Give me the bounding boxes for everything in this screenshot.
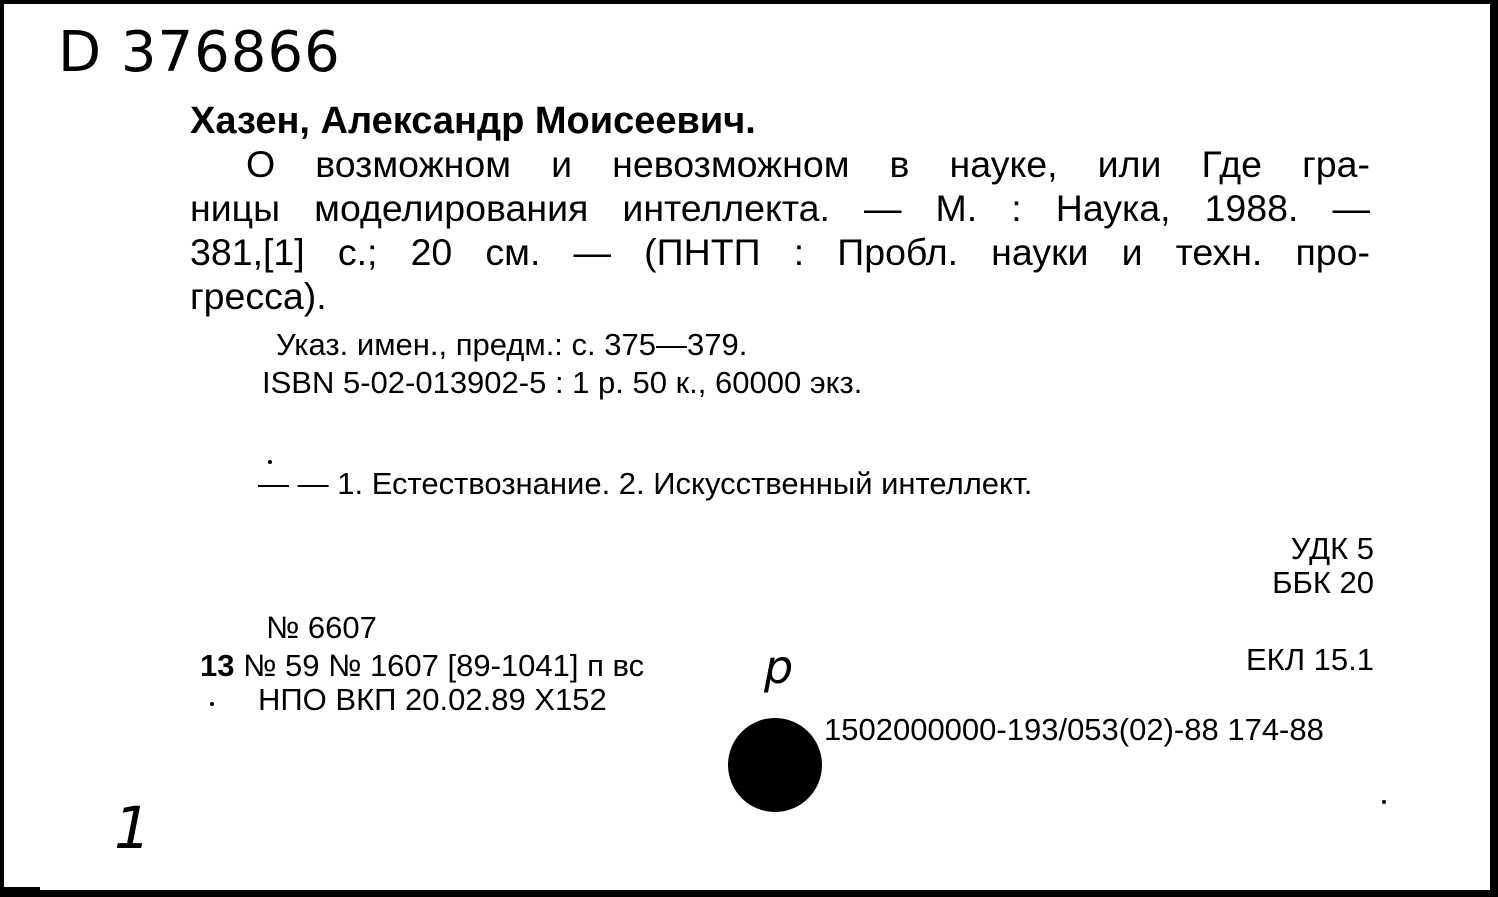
handwritten-number: 1	[114, 794, 151, 862]
order-number: № 6607	[266, 610, 377, 645]
card-marking: 1502000000-193/053(02)-88 174-88	[824, 712, 1324, 747]
classification-block	[1272, 532, 1374, 600]
speck	[1382, 800, 1386, 804]
edge-mark	[4, 887, 40, 890]
title-description	[190, 142, 1370, 318]
speck	[268, 460, 272, 464]
title-line: 381,[1] с.; 20 см. — (ПНТП : Пробл. науки и техн. про-	[190, 231, 1370, 273]
subject-tracings: — — 1. Естествознание. 2. Искусственный интеллект.	[258, 466, 1033, 501]
title-line: ницы моделирования интеллекта. — М. : Наука, 1988. —	[190, 187, 1370, 229]
print-info-line	[200, 648, 644, 684]
title-line: О возможном и невозможном в науке, или Где гра-	[246, 143, 1370, 185]
title-line: гресса).	[190, 275, 327, 317]
print-place: НПО ВКП 20.02.89 X152	[258, 682, 607, 717]
call-number: D 376866	[58, 20, 341, 85]
notes-block	[262, 326, 862, 402]
author-heading: Хазен, Александр Моисеевич.	[190, 100, 756, 142]
index-note: Указ. имен., предм.: с. 375—379.	[276, 327, 748, 362]
catalog-card	[4, 4, 1490, 890]
bbk-code: ББК 20	[1272, 565, 1374, 600]
handwritten-letter: р	[764, 640, 794, 694]
punch-hole	[728, 718, 822, 812]
udk-code: УДК 5	[1290, 531, 1374, 566]
isbn-line: ISBN 5-02-013902-5 : 1 р. 50 к., 60000 экз.	[262, 365, 863, 400]
speck	[210, 702, 214, 706]
ekl-code: ЕКЛ 15.1	[1245, 642, 1374, 677]
print-info: № 59 № 1607 [89-1041] п вс	[243, 648, 645, 683]
print-prefix: 13	[200, 648, 235, 683]
